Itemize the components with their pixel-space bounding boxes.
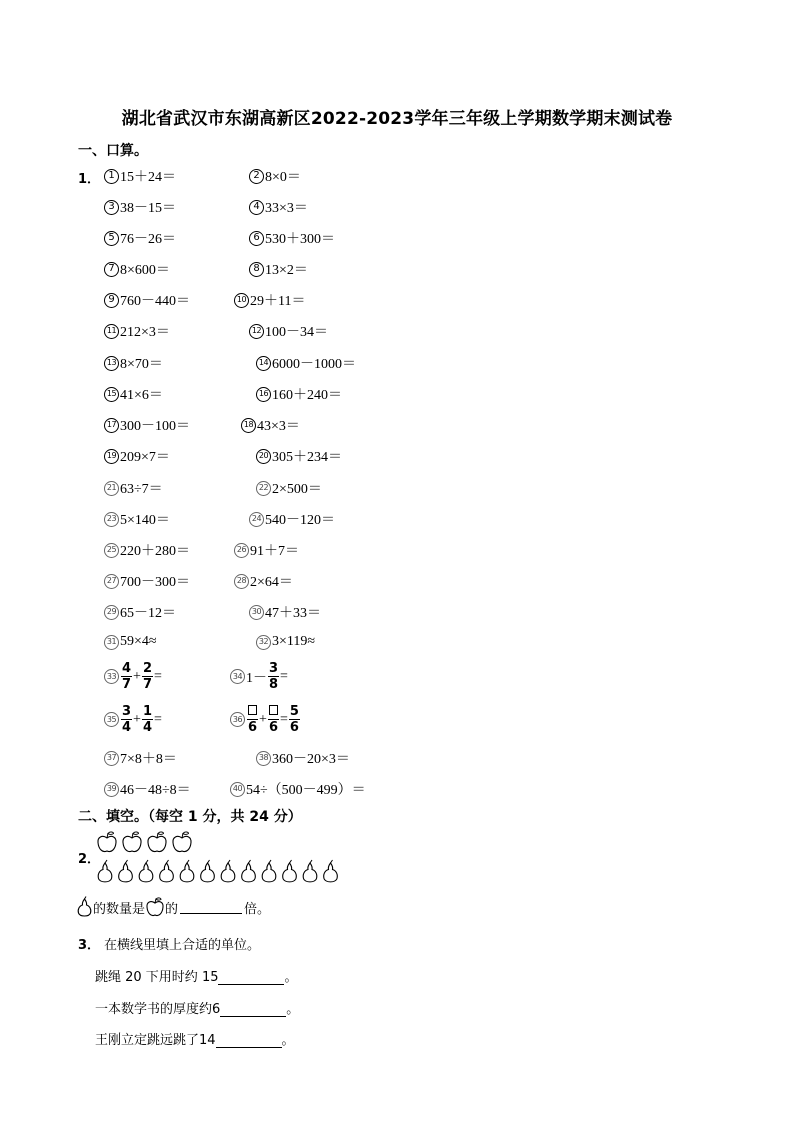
circled-number: 17 [104, 418, 119, 433]
denominator: 6 [289, 720, 299, 735]
question-number-2: 2． [78, 852, 101, 867]
pear-icon [160, 860, 174, 882]
circled-number: 33 [104, 669, 119, 684]
calc-item-31 [104, 634, 157, 650]
circled-number: 1 [104, 169, 119, 184]
expression: 305＋234＝ [272, 450, 342, 465]
apple-icon [123, 832, 141, 852]
circled-number: 25 [104, 543, 119, 558]
denominator: 7 [122, 677, 132, 692]
circled-number: 32 [256, 635, 271, 650]
numerator: 5 [289, 704, 299, 719]
circled-number: 5 [104, 231, 119, 246]
expression: 700－300＝ [120, 575, 190, 590]
numerator: 1 [142, 704, 152, 719]
answer-blank[interactable] [220, 1004, 286, 1017]
circled-number: 31 [104, 635, 119, 650]
expression: 540－120＝ [265, 513, 335, 528]
expression: 47＋33＝ [265, 606, 321, 621]
expression: 29＋11＝ [250, 294, 306, 309]
expression: 54÷（500－499）＝ [246, 783, 366, 798]
numerator-blank-box [247, 705, 258, 719]
pear-icon [139, 860, 153, 882]
expression: 2×64＝ [250, 575, 293, 590]
question-3-prompt: 在横线里填上合适的单位。 [104, 938, 261, 953]
calc-item-38 [256, 748, 350, 768]
unit-line-1 [95, 966, 298, 985]
calc-item-37 [104, 748, 177, 768]
circled-number: 23 [104, 512, 119, 527]
pear-icon [221, 860, 235, 882]
apple-icon [173, 832, 191, 852]
fraction [142, 662, 153, 691]
apple-icon [148, 832, 166, 852]
calc-item-39 [104, 779, 191, 799]
circled-number: 13 [104, 356, 119, 371]
calc-item-26 [234, 540, 299, 560]
circled-number: 35 [104, 712, 119, 727]
expression: 8×0＝ [265, 170, 301, 185]
unit-line-text: 王刚立定跳远跳了14 [95, 1033, 216, 1048]
equals: = [280, 668, 288, 684]
denominator: 6 [268, 720, 278, 735]
pear-icon [324, 860, 338, 882]
expression: 7×8＋8＝ [120, 752, 177, 767]
circled-number: 18 [241, 418, 256, 433]
expression: 212×3＝ [120, 325, 170, 340]
fraction [121, 662, 132, 691]
denominator: 6 [248, 720, 258, 735]
calc-item-5 [104, 228, 176, 248]
circled-number: 10 [234, 293, 249, 308]
calc-item-4 [249, 197, 308, 217]
expression: 15＋24＝ [120, 170, 176, 185]
expression: 2×500＝ [272, 482, 322, 497]
fraction [121, 705, 132, 734]
expression: 530＋300＝ [265, 232, 335, 247]
expression: 100－34＝ [265, 325, 328, 340]
pear-icon [98, 860, 112, 882]
circled-number: 19 [104, 449, 119, 464]
expression: 8×70＝ [120, 357, 163, 372]
calc-item-9 [104, 290, 190, 310]
pear-icon [303, 860, 317, 882]
calc-item-14 [256, 353, 356, 373]
calc-item-33 [104, 662, 162, 691]
expression: 360－20×3＝ [272, 752, 350, 767]
calc-item-20 [256, 446, 342, 466]
calc-item-34 [230, 662, 288, 691]
denominator: 8 [269, 677, 279, 692]
calc-item-6 [249, 228, 335, 248]
fraction [268, 662, 279, 691]
pear-icon [119, 860, 133, 882]
circled-number: 24 [249, 512, 264, 527]
page-title: 湖北省武汉市东湖高新区2022-2023学年三年级上学期数学期末测试卷 [121, 109, 673, 129]
unit-line-3 [95, 1029, 295, 1048]
expression: 63÷7＝ [120, 482, 163, 497]
numerator: 4 [122, 661, 132, 676]
equals: = [280, 711, 288, 727]
calc-item-27 [104, 571, 190, 591]
unit-line-end: 。 [284, 970, 298, 985]
apple-icon [98, 832, 116, 852]
section-heading-mental-math: 一、口算。 [78, 143, 148, 159]
question-number-1: 1． [78, 172, 101, 187]
calc-item-21 [104, 478, 163, 498]
circled-number: 34 [230, 669, 245, 684]
expression: 91＋7＝ [250, 544, 299, 559]
pear-row-illustration [96, 857, 354, 887]
calc-item-7 [104, 259, 170, 279]
expression: 41×6＝ [120, 388, 163, 403]
unit-line-text: 一本数学书的厚度约6 [95, 1002, 221, 1017]
text-fragment: 倍。 [244, 901, 271, 917]
denominator: 4 [122, 720, 132, 735]
text-fragment: 的数量是 [93, 901, 146, 917]
calc-item-32 [256, 634, 315, 650]
pear-icon [262, 860, 276, 882]
circled-number: 7 [104, 262, 119, 277]
circled-number: 16 [256, 387, 271, 402]
pear-icon [201, 860, 215, 882]
expression: 300－100＝ [120, 419, 190, 434]
circled-number: 2 [249, 169, 264, 184]
unit-line-text: 跳绳 20 下用时约 15 [95, 970, 219, 985]
circled-number: 27 [104, 574, 119, 589]
calc-item-11 [104, 321, 170, 341]
fraction [142, 705, 153, 734]
calc-item-3 [104, 197, 176, 217]
calc-item-30 [249, 602, 321, 622]
operator: + [259, 711, 267, 727]
expression: 220＋280＝ [120, 544, 190, 559]
pear-icon [76, 896, 93, 918]
fraction [268, 705, 279, 734]
calc-item-25 [104, 540, 190, 560]
circled-number: 4 [249, 200, 264, 215]
apple-icon [145, 896, 165, 918]
circled-number: 3 [104, 200, 119, 215]
expression: 6000－1000＝ [272, 357, 356, 372]
fraction [289, 705, 300, 734]
calc-item-35 [104, 705, 162, 734]
operator: + [133, 711, 141, 727]
unit-line-2 [95, 998, 299, 1017]
circled-number: 22 [256, 481, 271, 496]
calc-item-13 [104, 353, 163, 373]
circled-number: 38 [256, 751, 271, 766]
numerator: 2 [142, 661, 152, 676]
numerator: 3 [269, 661, 279, 676]
calc-item-24 [249, 509, 335, 529]
calc-item-40 [230, 779, 366, 799]
calc-item-2 [249, 166, 301, 186]
circled-number: 9 [104, 293, 119, 308]
calc-item-29 [104, 602, 176, 622]
circled-number: 21 [104, 481, 119, 496]
calc-item-19 [104, 446, 170, 466]
circled-number: 26 [234, 543, 249, 558]
circled-number: 6 [249, 231, 264, 246]
denominator: 7 [142, 677, 152, 692]
calc-item-18 [241, 415, 300, 435]
equals: = [154, 711, 162, 727]
denominator: 4 [142, 720, 152, 735]
circled-number: 14 [256, 356, 271, 371]
apple-row-illustration [96, 828, 206, 854]
circled-number: 36 [230, 712, 245, 727]
circled-number: 15 [104, 387, 119, 402]
calc-item-16 [256, 384, 342, 404]
circled-number: 39 [104, 782, 119, 797]
prefix: 1－ [246, 670, 267, 686]
calc-item-23 [104, 509, 170, 529]
unit-line-end: 。 [286, 1002, 300, 1017]
expression: 33×3＝ [265, 201, 308, 216]
circled-number: 8 [249, 262, 264, 277]
calc-item-12 [249, 321, 328, 341]
expression: 5×140＝ [120, 513, 170, 528]
expression: 3×119≈ [272, 634, 316, 649]
section-heading-fill-blank: 二、填空。（每空 1 分，共 24 分） [78, 809, 302, 825]
fraction [247, 705, 258, 734]
expression: 38－15＝ [120, 201, 176, 216]
calc-item-28 [234, 571, 293, 591]
expression: 13×2＝ [265, 263, 308, 278]
equals: = [154, 668, 162, 684]
calc-item-1 [104, 166, 176, 186]
expression: 160＋240＝ [272, 388, 342, 403]
calc-item-36 [230, 705, 301, 734]
calc-item-8 [249, 259, 308, 279]
calc-item-17 [104, 415, 190, 435]
circled-number: 37 [104, 751, 119, 766]
operator: + [133, 668, 141, 684]
expression: 209×7＝ [120, 450, 170, 465]
circled-number: 30 [249, 605, 264, 620]
circled-number: 11 [104, 324, 119, 339]
answer-blank[interactable] [180, 901, 242, 914]
expression: 8×600＝ [120, 263, 170, 278]
pear-icon [283, 860, 297, 882]
expression: 43×3＝ [257, 419, 300, 434]
circled-number: 28 [234, 574, 249, 589]
circled-number: 12 [249, 324, 264, 339]
expression: 59×4≈ [120, 634, 157, 649]
unit-line-end: 。 [281, 1033, 295, 1048]
calc-item-15 [104, 384, 163, 404]
expression: 76－26＝ [120, 232, 176, 247]
pear-icon [180, 860, 194, 882]
calc-item-10 [234, 290, 305, 310]
numerator-blank-box [268, 705, 279, 719]
numerator: 3 [122, 704, 132, 719]
question-2-text [76, 896, 270, 918]
circled-number: 40 [230, 782, 245, 797]
answer-blank[interactable] [218, 972, 284, 985]
expression: 46－48÷8＝ [120, 783, 191, 798]
expression: 760－440＝ [120, 294, 190, 309]
pear-icon [242, 860, 256, 882]
text-fragment: 的 [165, 901, 179, 917]
question-3-header [78, 934, 260, 953]
expression: 65－12＝ [120, 606, 176, 621]
circled-number: 29 [104, 605, 119, 620]
question-number-3: 3． [78, 938, 101, 953]
circled-number: 20 [256, 449, 271, 464]
answer-blank[interactable] [216, 1035, 282, 1048]
calc-item-22 [256, 478, 322, 498]
